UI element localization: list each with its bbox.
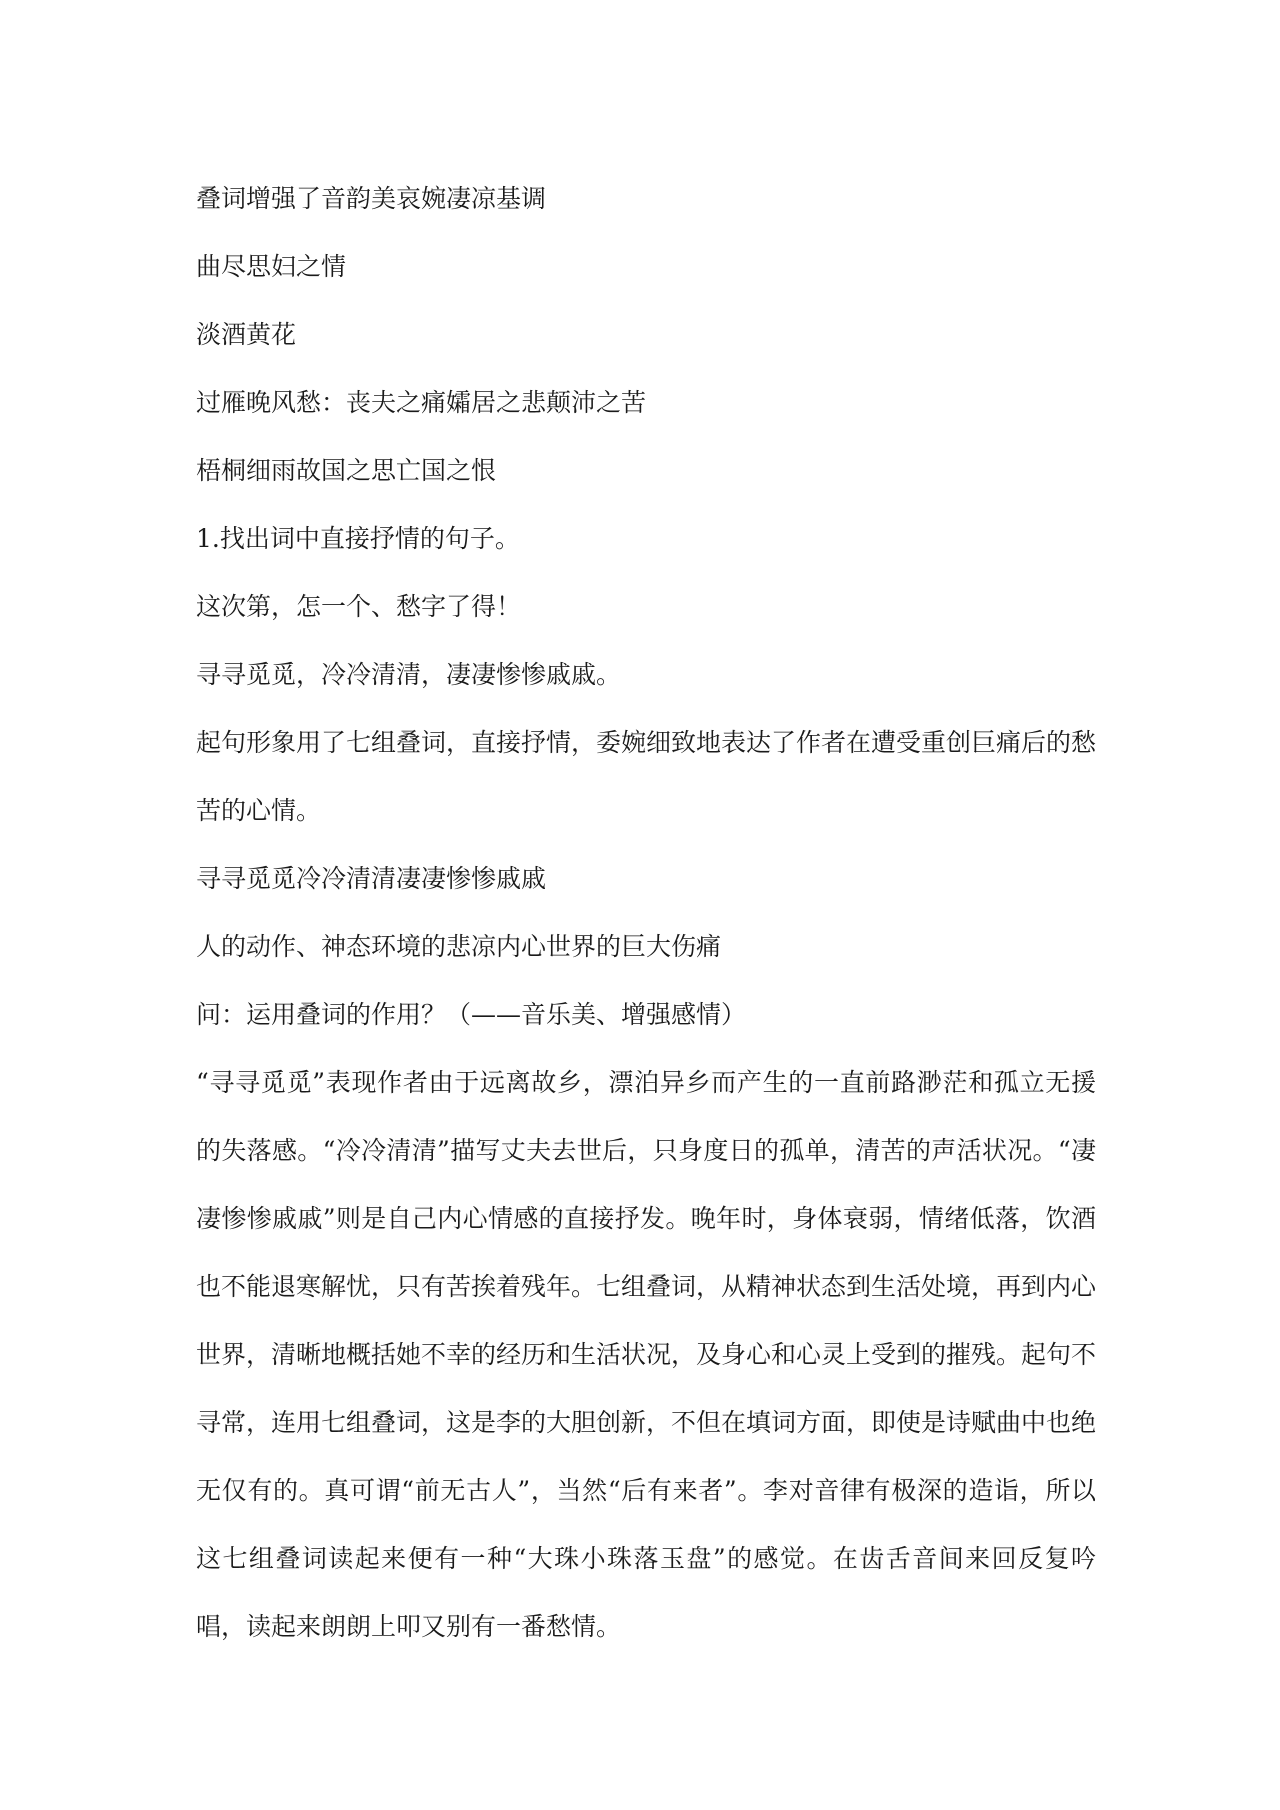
- text-line-1: 叠词增强了音韵美哀婉凄凉基调: [196, 184, 547, 213]
- text-line-10: 人的动作、神态环境的悲凉内心世界的巨大伤痛: [196, 932, 722, 961]
- text-line-9: 寻寻觅觅冷冷清清凄凄惨惨戚戚: [196, 864, 547, 893]
- text-line-4: 过雁晚风愁：丧夫之痛孀居之悲颠沛之苦: [196, 388, 647, 417]
- text-line-3: 淡酒黄花: [196, 320, 297, 349]
- paragraph-2: “寻寻觅觅”表现作者由于远离故乡，漂泊异乡而产生的一直前路渺茫和孤立无援的失落感。“冷冷清清”描写丈夫去世后，只身度日的孤单，清苦的声活状况。“凄凄惨惨戚戚”则是自己内心情感的直接抒发。晚年时，身体衰弱，情绪低落，饮酒也不能退寒解忧，只有苦挨着残年。七组叠词，从精神状态到生活处境，再到内心世界，清晰地概括她不幸的经历和生活状况，及身心和心灵上受到的摧残。起句不寻常，连用七组叠词，这是李的大胆创新，不但在填词方面，即使是诗赋曲中也绝无仅有的。真可谓“前无古人”，当然“后有来者”。李对音律有极深的造诣，所以这七组叠词读起来便有一种“大珠小珠落玉盘”的感觉。在齿舌音间来回反复吟唱，读起来朗朗上叩又别有一番愁情。: [196, 1068, 1097, 1641]
- paragraph-1: 起句形象用了七组叠词，直接抒情，委婉细致地表达了作者在遭受重创巨痛后的愁苦的心情。: [196, 728, 1097, 825]
- text-line-5: 梧桐细雨故国之思亡国之恨: [196, 456, 497, 485]
- text-line-8: 寻寻觅觅，冷冷清清，凄凄惨惨戚戚。: [196, 660, 622, 689]
- text-line-7: 这次第，怎一个、愁字了得！: [196, 592, 522, 621]
- question-heading: 1.找出词中直接抒情的句子。: [196, 524, 520, 553]
- text-line-11: 问：运用叠词的作用？（——音乐美、增强感情）: [196, 1000, 747, 1029]
- text-line-2: 曲尽思妇之情: [196, 252, 347, 281]
- document-body: [196, 165, 1096, 1661]
